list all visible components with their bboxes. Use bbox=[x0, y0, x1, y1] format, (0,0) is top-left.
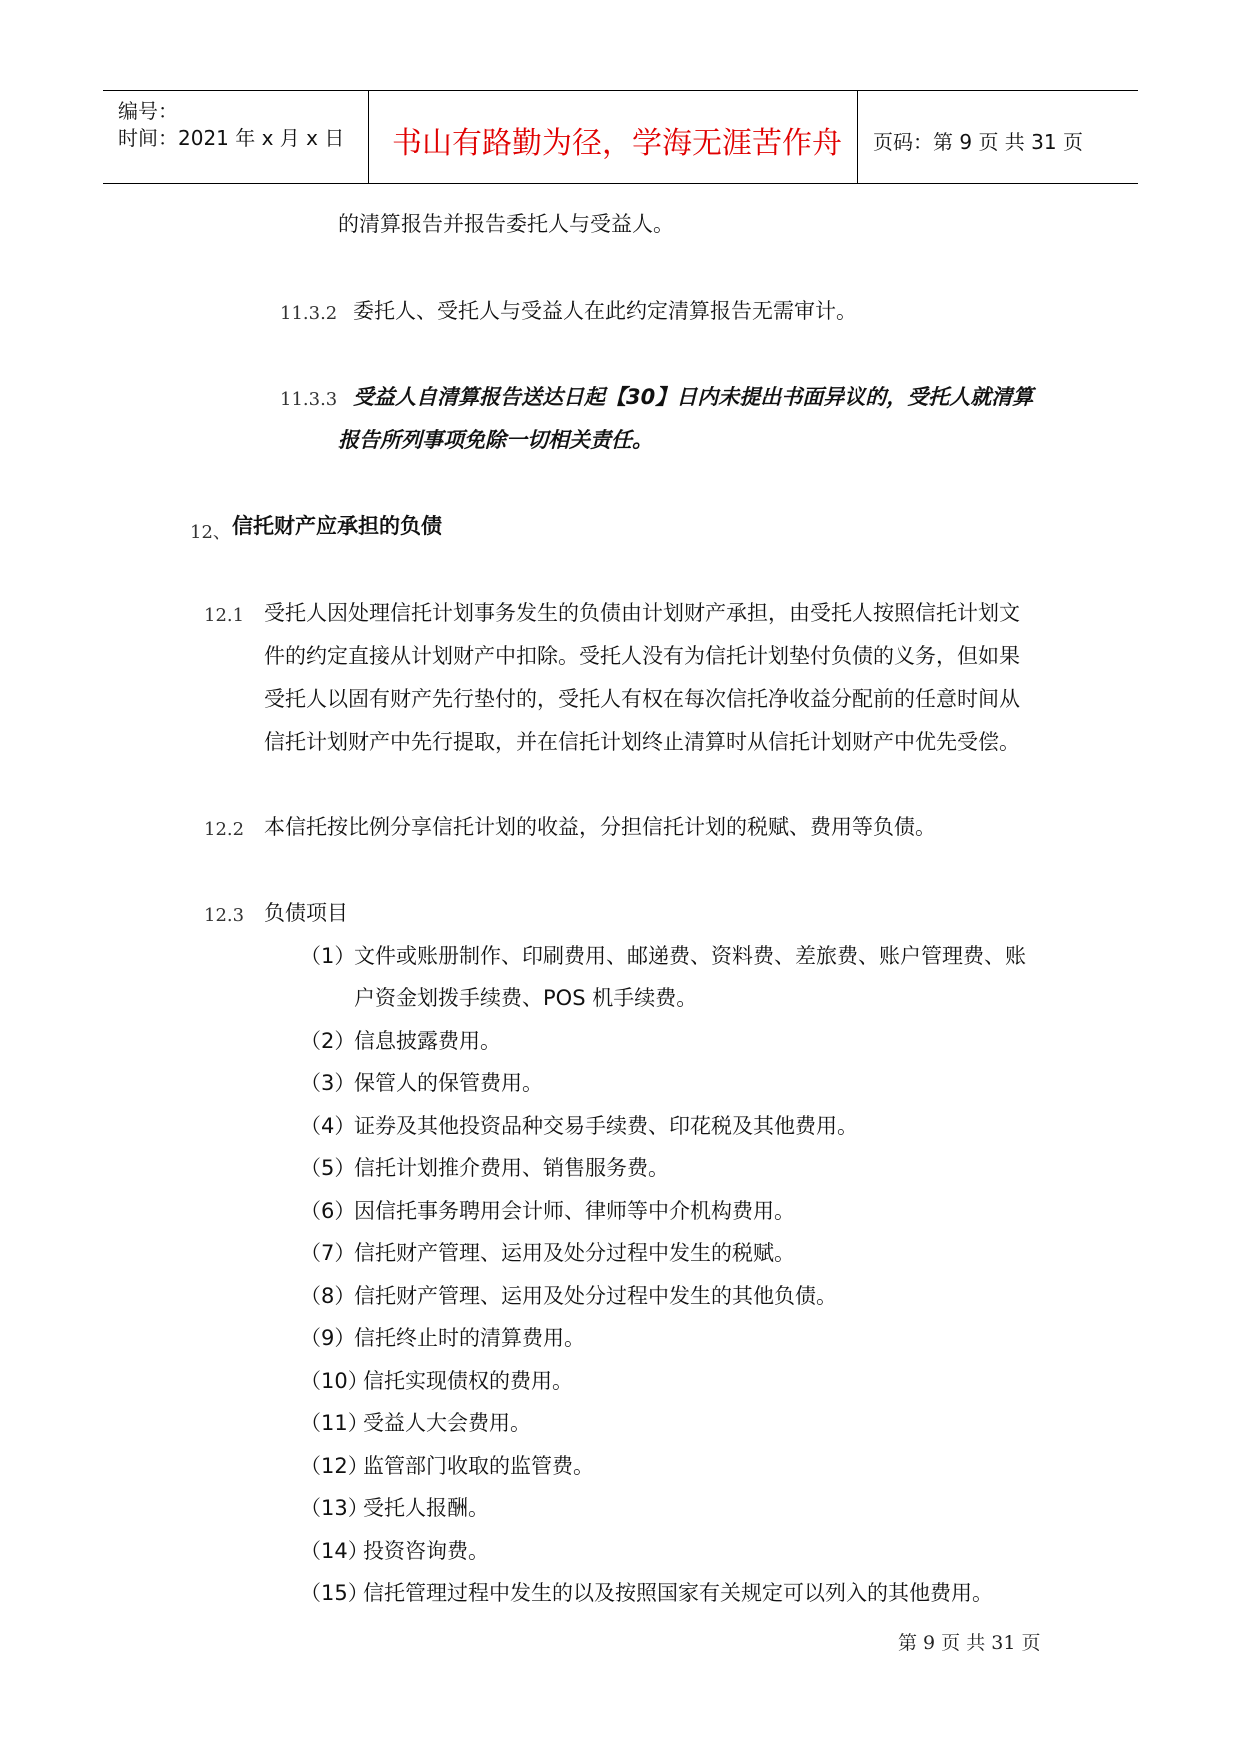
list-item-number: （13） bbox=[300, 1496, 369, 1520]
list-item-number: （15） bbox=[300, 1581, 369, 1605]
list-item-text: 信托实现债权的费用。 bbox=[363, 1369, 573, 1393]
paragraph-continuation: 的清算报告并报告委托人与受益人。 bbox=[338, 212, 674, 236]
header-motto: 书山有路勤为径，学海无涯苦作舟 bbox=[392, 126, 842, 161]
list-item-text: 文件或账册制作、印刷费用、邮递费、资料费、差旅费、账户管理费、账 bbox=[354, 944, 1026, 968]
list-item-text: 受托人报酬。 bbox=[363, 1496, 489, 1520]
list-item-text-cont: 户资金划拨手续费、POS 机手续费。 bbox=[354, 986, 698, 1010]
list-item-text: 证券及其他投资品种交易手续费、印花税及其他费用。 bbox=[354, 1114, 858, 1138]
header-divider-1 bbox=[368, 90, 369, 184]
list-item-number: （14） bbox=[300, 1539, 369, 1563]
list-item-number: （4） bbox=[300, 1114, 356, 1138]
list-item-number: （8） bbox=[300, 1284, 356, 1308]
section-11-3-2-text: 委托人、受托人与受益人在此约定清算报告无需审计。 bbox=[353, 299, 857, 323]
section-11-3-3-number: 11.3.3 bbox=[280, 389, 338, 410]
section-11-3-3-line-1: 受益人自清算报告送达日起【30】日内未提出书面异议的，受托人就清算 bbox=[353, 385, 1034, 409]
section-12-1-line-4: 信托计划财产中先行提取，并在信托计划终止清算时从信托计划财产中优先受偿。 bbox=[264, 730, 1020, 754]
list-item-number: （6） bbox=[300, 1199, 356, 1223]
header-bottom-border bbox=[103, 183, 1138, 184]
list-item-number: （2） bbox=[300, 1029, 356, 1053]
header-divider-2 bbox=[857, 90, 858, 184]
list-item-number: （9） bbox=[300, 1326, 356, 1350]
footer-page-number: 第 9 页 共 31 页 bbox=[898, 1632, 1041, 1654]
list-item-text: 信托管理过程中发生的以及按照国家有关规定可以列入的其他费用。 bbox=[363, 1581, 993, 1605]
header-top-border bbox=[103, 90, 1138, 91]
list-item-number: （11） bbox=[300, 1411, 369, 1435]
section-12-2-text: 本信托按比例分享信托计划的收益，分担信托计划的税赋、费用等负债。 bbox=[264, 815, 936, 839]
list-item-text: 投资咨询费。 bbox=[363, 1539, 489, 1563]
list-item-text: 信托财产管理、运用及处分过程中发生的税赋。 bbox=[354, 1241, 795, 1265]
list-item-number: （10） bbox=[300, 1369, 369, 1393]
section-12-2-number: 12.2 bbox=[204, 819, 245, 840]
doc-number-label: 编号： bbox=[118, 99, 178, 123]
list-item-number: （3） bbox=[300, 1071, 356, 1095]
section-12-3-title: 负债项目 bbox=[264, 901, 348, 925]
list-item-text: 信托计划推介费用、销售服务费。 bbox=[354, 1156, 669, 1180]
section-12-number: 12、 bbox=[190, 522, 231, 543]
list-item-text: 受益人大会费用。 bbox=[363, 1411, 531, 1435]
list-item-text: 信托终止时的清算费用。 bbox=[354, 1326, 585, 1350]
list-item-number: （7） bbox=[300, 1241, 356, 1265]
section-11-3-2-number: 11.3.2 bbox=[280, 303, 338, 324]
list-item-text: 信托财产管理、运用及处分过程中发生的其他负债。 bbox=[354, 1284, 837, 1308]
list-item-number: （1） bbox=[300, 944, 356, 968]
section-12-1-line-1: 受托人因处理信托计划事务发生的负债由计划财产承担，由受托人按照信托计划文 bbox=[264, 601, 1020, 625]
list-item-text: 保管人的保管费用。 bbox=[354, 1071, 543, 1095]
section-11-3-3-line-2: 报告所列事项免除一切相关责任。 bbox=[338, 428, 653, 452]
section-12-1-line-3: 受托人以固有财产先行垫付的，受托人有权在每次信托净收益分配前的任意时间从 bbox=[264, 687, 1020, 711]
list-item-text: 监管部门收取的监管费。 bbox=[363, 1454, 594, 1478]
section-12-3-number: 12.3 bbox=[204, 905, 245, 926]
list-item-text: 信息披露费用。 bbox=[354, 1029, 501, 1053]
list-item-text: 因信托事务聘用会计师、律师等中介机构费用。 bbox=[354, 1199, 795, 1223]
section-12-1-number: 12.1 bbox=[204, 605, 245, 626]
list-item-number: （5） bbox=[300, 1156, 356, 1180]
doc-time-label: 时间：2021 年 x 月 x 日 bbox=[118, 126, 345, 150]
header-page-label: 页码：第 9 页 共 31 页 bbox=[873, 130, 1083, 154]
list-item-number: （12） bbox=[300, 1454, 369, 1478]
section-12-title: 信托财产应承担的负债 bbox=[232, 514, 442, 538]
section-12-1-line-2: 件的约定直接从计划财产中扣除。受托人没有为信托计划垫付负债的义务，但如果 bbox=[264, 644, 1020, 668]
